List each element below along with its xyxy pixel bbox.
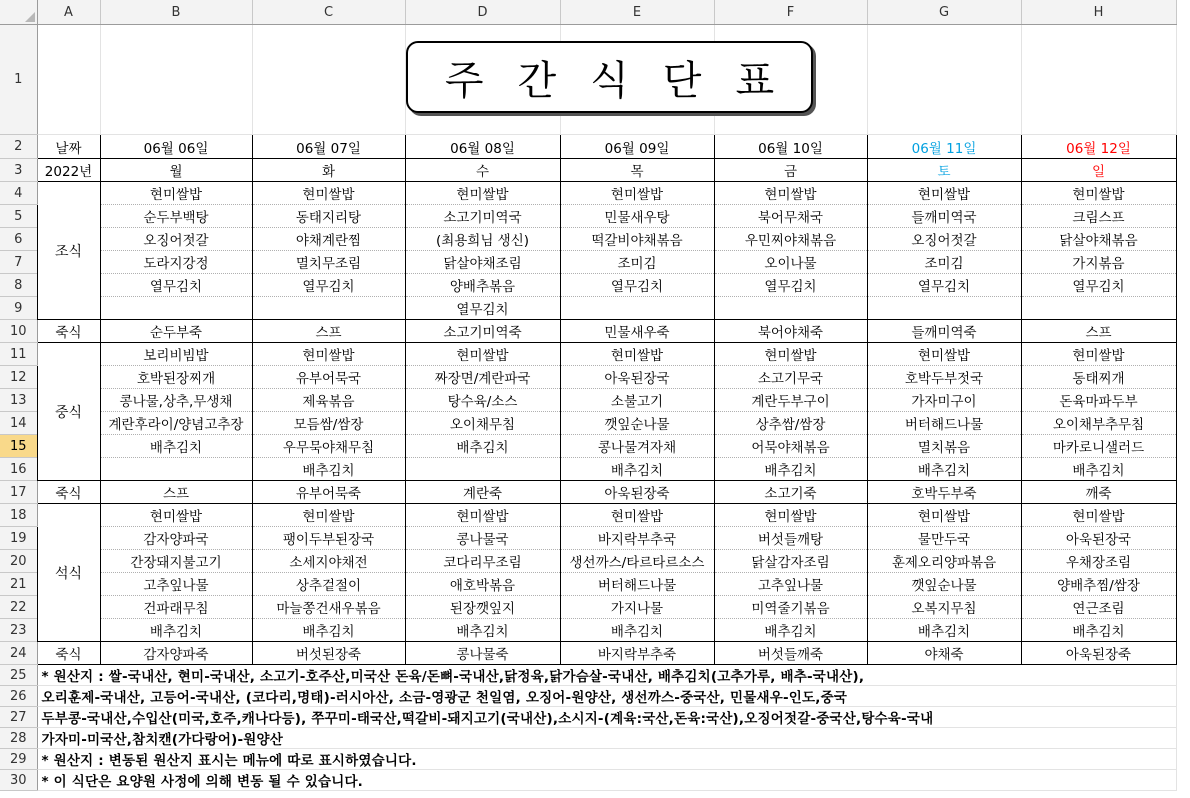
meal-label-porridge[interactable]: 죽식 xyxy=(37,642,100,665)
menu-item[interactable]: 조미김 xyxy=(867,251,1021,274)
row-header-17[interactable]: 17 xyxy=(0,481,37,504)
menu-item[interactable]: 계란두부구이 xyxy=(714,389,867,412)
date-cell[interactable]: 06월 09일 xyxy=(560,135,714,159)
menu-item[interactable]: 현미쌀밥 xyxy=(1021,504,1176,527)
sheet-row xyxy=(0,366,1176,389)
menu-item[interactable]: 닭살야채조림 xyxy=(405,251,560,274)
date-cell[interactable]: 06월 12일 xyxy=(1021,135,1176,159)
menu-item[interactable]: 스프 xyxy=(100,481,252,504)
sheet-row xyxy=(0,182,1176,205)
day-cell[interactable]: 목 xyxy=(560,159,714,182)
menu-item[interactable]: 바지락부추죽 xyxy=(560,642,714,665)
menu-item[interactable]: 배추김치 xyxy=(867,458,1021,481)
row-header-10[interactable]: 10 xyxy=(0,320,37,343)
note-line[interactable]: 두부콩-국내산,수입산(미국,호주,캐나다등), 쭈꾸미-태국산,떡갈비-돼지고기(국내산),소시지-(계육:국산,돈육:국산),오징어젓갈-중국산,탕수육-국내 xyxy=(37,707,1176,728)
row-header-1[interactable]: 1 xyxy=(0,25,37,135)
menu-item[interactable]: 고추잎나물 xyxy=(100,573,252,596)
menu-item[interactable]: 조미김 xyxy=(560,251,714,274)
menu-item[interactable]: 현미쌀밥 xyxy=(405,182,560,205)
menu-item[interactable]: 생선까스/타르타르소스 xyxy=(560,550,714,573)
menu-item[interactable]: 민물새우죽 xyxy=(560,320,714,343)
row-header-2[interactable]: 2 xyxy=(0,135,37,159)
sheet-row xyxy=(0,665,1176,686)
cell[interactable] xyxy=(37,25,100,135)
meal-label-breakfast[interactable]: 조식 xyxy=(37,182,100,320)
menu-item[interactable]: 스프 xyxy=(252,320,405,343)
date-label[interactable]: 날짜 xyxy=(37,135,100,159)
title-box xyxy=(406,41,813,113)
menu-item[interactable]: 오이채무침 xyxy=(405,412,560,435)
menu-item[interactable]: 닭살야채볶음 xyxy=(1021,228,1176,251)
sheet-row xyxy=(0,619,1176,642)
menu-item[interactable]: 계란죽 xyxy=(405,481,560,504)
menu-item[interactable]: 버섯된장죽 xyxy=(252,642,405,665)
menu-item[interactable]: 열무김치 xyxy=(100,274,252,297)
menu-item[interactable]: 현미쌀밥 xyxy=(1021,343,1176,366)
row-header-11[interactable]: 11 xyxy=(0,343,37,366)
sheet-row xyxy=(0,228,1176,251)
menu-item[interactable]: 배추김치 xyxy=(1021,619,1176,642)
menu-item[interactable]: 동태찌개 xyxy=(1021,366,1176,389)
menu-item[interactable]: 탕수육/소스 xyxy=(405,389,560,412)
menu-item[interactable]: 들깨미역국 xyxy=(867,205,1021,228)
column-header-B[interactable]: B xyxy=(100,0,252,25)
date-cell[interactable]: 06월 11일 xyxy=(867,135,1021,159)
menu-item[interactable]: 현미쌀밥 xyxy=(405,504,560,527)
row-header-7[interactable]: 7 xyxy=(0,251,37,274)
menu-item[interactable]: 소고기무국 xyxy=(714,366,867,389)
menu-item[interactable]: 버섯들깨죽 xyxy=(714,642,867,665)
menu-item[interactable]: 바지락부추국 xyxy=(560,527,714,550)
row-header-26[interactable]: 26 xyxy=(0,686,37,707)
menu-item[interactable]: 현미쌀밥 xyxy=(560,504,714,527)
select-all-corner[interactable] xyxy=(0,0,37,25)
meal-label-porridge[interactable]: 죽식 xyxy=(37,320,100,343)
row-header-24[interactable]: 24 xyxy=(0,642,37,665)
menu-item[interactable]: 아욱된장죽 xyxy=(1021,642,1176,665)
cell[interactable] xyxy=(867,25,1021,135)
sheet-row xyxy=(0,504,1176,527)
menu-item[interactable]: 오복지무침 xyxy=(867,596,1021,619)
row-header-6[interactable]: 6 xyxy=(0,228,37,251)
sheet-row xyxy=(0,458,1176,481)
row-header-28[interactable]: 28 xyxy=(0,728,37,749)
sheet-row xyxy=(0,251,1176,274)
row-header-9[interactable]: 9 xyxy=(0,297,37,320)
menu-item[interactable]: 코다리무조림 xyxy=(405,550,560,573)
menu-item[interactable]: 가지나물 xyxy=(560,596,714,619)
menu-item[interactable]: 오이나물 xyxy=(714,251,867,274)
row-header-8[interactable]: 8 xyxy=(0,274,37,297)
menu-item[interactable]: 애호박볶음 xyxy=(405,573,560,596)
sheet-row xyxy=(0,159,1176,182)
menu-item[interactable]: 오징어젓갈 xyxy=(100,228,252,251)
menu-item[interactable]: 배추김치 xyxy=(714,458,867,481)
menu-item[interactable]: 북어야채죽 xyxy=(714,320,867,343)
menu-item[interactable]: 상추겉절이 xyxy=(252,573,405,596)
sheet-row xyxy=(0,297,1176,320)
menu-item[interactable]: 현미쌀밥 xyxy=(100,182,252,205)
menu-item[interactable]: 유부어묵죽 xyxy=(252,481,405,504)
menu-item[interactable]: 현미쌀밥 xyxy=(252,504,405,527)
meal-label-lunch[interactable]: 중식 xyxy=(37,343,100,481)
menu-item[interactable]: 배추김치 xyxy=(252,458,405,481)
menu-item[interactable] xyxy=(405,458,560,481)
sheet-row xyxy=(0,550,1176,573)
menu-item[interactable]: 버섯들깨탕 xyxy=(714,527,867,550)
menu-item[interactable]: 순두부죽 xyxy=(100,320,252,343)
sheet-row xyxy=(0,343,1176,366)
menu-item[interactable]: 우채장조림 xyxy=(1021,550,1176,573)
day-cell[interactable]: 일 xyxy=(1021,159,1176,182)
menu-item[interactable]: 가지볶음 xyxy=(1021,251,1176,274)
menu-item[interactable]: 현미쌀밥 xyxy=(867,504,1021,527)
menu-item[interactable]: 제육볶음 xyxy=(252,389,405,412)
row-header-27[interactable]: 27 xyxy=(0,707,37,728)
sheet-row xyxy=(0,686,1176,707)
menu-item[interactable]: 우무묵야채무침 xyxy=(252,435,405,458)
menu-item[interactable]: 도라지강정 xyxy=(100,251,252,274)
menu-item[interactable]: 열무김치 xyxy=(867,274,1021,297)
meal-label-porridge[interactable]: 죽식 xyxy=(37,481,100,504)
menu-item[interactable]: 건파래무침 xyxy=(100,596,252,619)
row-header-18[interactable]: 18 xyxy=(0,504,37,527)
menu-item[interactable]: 현미쌀밥 xyxy=(252,182,405,205)
row-header-20[interactable]: 20 xyxy=(0,550,37,573)
menu-item[interactable]: 물만두국 xyxy=(867,527,1021,550)
menu-item[interactable] xyxy=(252,297,405,320)
menu-item[interactable] xyxy=(560,297,714,320)
menu-item[interactable]: 오이채부추무침 xyxy=(1021,412,1176,435)
menu-item[interactable]: 소고기죽 xyxy=(714,481,867,504)
menu-item[interactable]: 배추김치 xyxy=(714,619,867,642)
menu-item[interactable]: 호박된장찌개 xyxy=(100,366,252,389)
day-cell[interactable]: 월 xyxy=(100,159,252,182)
menu-item[interactable]: 배추김치 xyxy=(560,619,714,642)
sheet-row xyxy=(0,205,1176,228)
menu-item[interactable]: 현미쌀밥 xyxy=(867,343,1021,366)
row-header-30[interactable]: 30 xyxy=(0,770,37,791)
column-header-D[interactable]: D xyxy=(405,0,560,25)
menu-item[interactable]: 현미쌀밥 xyxy=(714,182,867,205)
menu-item[interactable]: 현미쌀밥 xyxy=(560,343,714,366)
day-cell[interactable]: 토 xyxy=(867,159,1021,182)
menu-item[interactable]: 민물새우탕 xyxy=(560,205,714,228)
row-header-21[interactable]: 21 xyxy=(0,573,37,596)
menu-item[interactable]: 현미쌀밥 xyxy=(405,343,560,366)
menu-item[interactable]: 동태지리탕 xyxy=(252,205,405,228)
menu-item[interactable]: 양배추찜/쌈장 xyxy=(1021,573,1176,596)
column-header-H[interactable]: H xyxy=(1021,0,1176,25)
menu-item[interactable]: 멸치무조림 xyxy=(252,251,405,274)
menu-item[interactable]: 아욱된장국 xyxy=(1021,527,1176,550)
menu-item[interactable]: 감자양파국 xyxy=(100,527,252,550)
menu-item[interactable]: 들깨미역죽 xyxy=(867,320,1021,343)
menu-item[interactable]: 팽이두부된장국 xyxy=(252,527,405,550)
row-header-14[interactable]: 14 xyxy=(0,412,37,435)
menu-item[interactable]: 순두부백탕 xyxy=(100,205,252,228)
menu-item[interactable]: 야채죽 xyxy=(867,642,1021,665)
menu-item[interactable]: 계란후라이/양념고추장 xyxy=(100,412,252,435)
menu-item[interactable]: 현미쌀밥 xyxy=(560,182,714,205)
menu-item[interactable]: 열무김치 xyxy=(714,274,867,297)
menu-item[interactable]: 배추김치 xyxy=(560,458,714,481)
note-line[interactable]: * 이 식단은 요양원 사정에 의해 변동 될 수 있습니다. xyxy=(37,770,1176,791)
menu-item[interactable]: 현미쌀밥 xyxy=(100,504,252,527)
row-header-3[interactable]: 3 xyxy=(0,159,37,182)
column-header-A[interactable]: A xyxy=(37,0,100,25)
menu-item[interactable]: 우민찌야채볶음 xyxy=(714,228,867,251)
menu-item[interactable]: 유부어묵국 xyxy=(252,366,405,389)
menu-item[interactable]: 배추김치 xyxy=(405,619,560,642)
cell[interactable] xyxy=(252,25,405,135)
row-header-12[interactable]: 12 xyxy=(0,366,37,389)
menu-item[interactable]: 콩나물겨자채 xyxy=(560,435,714,458)
day-cell[interactable]: 수 xyxy=(405,159,560,182)
menu-item[interactable]: 배추김치 xyxy=(100,435,252,458)
menu-item[interactable]: 배추김치 xyxy=(405,435,560,458)
menu-item[interactable]: 야채계란찜 xyxy=(252,228,405,251)
column-header-F[interactable]: F xyxy=(714,0,867,25)
row-header-13[interactable]: 13 xyxy=(0,389,37,412)
date-cell[interactable]: 06월 08일 xyxy=(405,135,560,159)
menu-item[interactable]: 상추쌈/쌈장 xyxy=(714,412,867,435)
menu-item[interactable]: 오징어젓갈 xyxy=(867,228,1021,251)
menu-item[interactable]: 현미쌀밥 xyxy=(714,504,867,527)
menu-item[interactable]: 소세지야채전 xyxy=(252,550,405,573)
sheet-row xyxy=(0,389,1176,412)
menu-item[interactable]: 아욱된장국 xyxy=(560,366,714,389)
menu-item[interactable]: 고추잎나물 xyxy=(714,573,867,596)
note-line[interactable]: 가자미-미국산,참치캔(가다랑어)-원양산 xyxy=(37,728,1176,749)
row-header-16[interactable]: 16 xyxy=(0,458,37,481)
menu-item[interactable] xyxy=(714,297,867,320)
sheet-row xyxy=(0,135,1176,159)
row-header-22[interactable]: 22 xyxy=(0,596,37,619)
menu-item[interactable]: 열무김치 xyxy=(252,274,405,297)
menu-item[interactable]: 배추김치 xyxy=(1021,458,1176,481)
column-header-C[interactable]: C xyxy=(252,0,405,25)
date-cell[interactable]: 06월 06일 xyxy=(100,135,252,159)
menu-item[interactable]: 돈육마파두부 xyxy=(1021,389,1176,412)
sheet-row xyxy=(0,749,1176,770)
page-title: 주간식단표 xyxy=(444,57,809,104)
menu-item[interactable]: 버터해드나물 xyxy=(560,573,714,596)
menu-item[interactable]: 멸치볶음 xyxy=(867,435,1021,458)
cell[interactable] xyxy=(1021,25,1176,135)
menu-item[interactable] xyxy=(100,458,252,481)
sheet-row xyxy=(0,573,1176,596)
menu-item[interactable]: 버터해드나물 xyxy=(867,412,1021,435)
menu-item[interactable] xyxy=(100,297,252,320)
row-header-4[interactable]: 4 xyxy=(0,182,37,205)
meal-label-dinner[interactable]: 석식 xyxy=(37,504,100,642)
menu-item[interactable]: 미역줄기볶음 xyxy=(714,596,867,619)
row-header-5[interactable]: 5 xyxy=(0,205,37,228)
menu-item[interactable]: 마늘쫑건새우볶음 xyxy=(252,596,405,619)
day-cell[interactable]: 화 xyxy=(252,159,405,182)
day-cell[interactable]: 금 xyxy=(714,159,867,182)
menu-item[interactable]: 깨죽 xyxy=(1021,481,1176,504)
menu-item[interactable]: 호박두부죽 xyxy=(867,481,1021,504)
year-label[interactable]: 2022년 xyxy=(37,159,100,182)
sheet-row xyxy=(0,707,1176,728)
menu-item[interactable]: 콩나물국 xyxy=(405,527,560,550)
menu-item[interactable]: 양배추볶음 xyxy=(405,274,560,297)
sheet-row xyxy=(0,412,1176,435)
menu-item[interactable]: 소불고기 xyxy=(560,389,714,412)
menu-item[interactable]: 훈제오리양파볶음 xyxy=(867,550,1021,573)
date-cell[interactable]: 06월 07일 xyxy=(252,135,405,159)
row-header-19[interactable]: 19 xyxy=(0,527,37,550)
menu-item[interactable]: 깻잎순나물 xyxy=(867,573,1021,596)
menu-item[interactable]: 연근조림 xyxy=(1021,596,1176,619)
column-header-E[interactable]: E xyxy=(560,0,714,25)
menu-item[interactable]: 콩나물죽 xyxy=(405,642,560,665)
menu-item[interactable]: (최용희님 생신) xyxy=(405,228,560,251)
menu-item[interactable]: 열무김치 xyxy=(560,274,714,297)
sheet-row xyxy=(0,481,1176,504)
note-line[interactable]: 오리훈제-국내산, 고등어-국내산, (코다리,명태)-러시아산, 소금-영광군 천일염, 오징어-원양산, 생선까스-중국산, 민물새우-인도,중국 xyxy=(37,686,1176,707)
sheet-row xyxy=(0,435,1176,458)
menu-item[interactable]: 된장깻잎지 xyxy=(405,596,560,619)
menu-item[interactable]: 깻잎순나물 xyxy=(560,412,714,435)
sheet-row xyxy=(0,770,1176,791)
menu-item[interactable]: 떡갈비야채볶음 xyxy=(560,228,714,251)
menu-item[interactable]: 배추김치 xyxy=(867,619,1021,642)
menu-item[interactable]: 간장돼지불고기 xyxy=(100,550,252,573)
menu-item[interactable]: 짜장면/계란파국 xyxy=(405,366,560,389)
menu-item[interactable] xyxy=(867,297,1021,320)
menu-item[interactable]: 크림스프 xyxy=(1021,205,1176,228)
row-header-15[interactable]: 15 xyxy=(0,435,37,458)
menu-item[interactable]: 어묵야채볶음 xyxy=(714,435,867,458)
menu-item[interactable]: 보리비빔밥 xyxy=(100,343,252,366)
note-line[interactable]: * 원산지 : 변동된 원산지 표시는 메뉴에 따로 표시하였습니다. xyxy=(37,749,1176,770)
sheet-row xyxy=(0,596,1176,619)
cell[interactable] xyxy=(100,25,252,135)
menu-item[interactable]: 북어무채국 xyxy=(714,205,867,228)
menu-item[interactable]: 감자양파죽 xyxy=(100,642,252,665)
sheet-row xyxy=(0,320,1176,343)
menu-item[interactable]: 현미쌀밥 xyxy=(714,343,867,366)
menu-item[interactable]: 현미쌀밥 xyxy=(1021,182,1176,205)
menu-item[interactable]: 콩나물,상추,무생채 xyxy=(100,389,252,412)
menu-item[interactable]: 아욱된장죽 xyxy=(560,481,714,504)
sheet-row xyxy=(0,642,1176,665)
menu-item[interactable]: 소고기미역국 xyxy=(405,205,560,228)
sheet-row xyxy=(0,728,1176,749)
menu-item[interactable]: 모듬쌈/쌈장 xyxy=(252,412,405,435)
menu-item[interactable]: 호박두부젓국 xyxy=(867,366,1021,389)
menu-item[interactable]: 배추김치 xyxy=(100,619,252,642)
row-header-23[interactable]: 23 xyxy=(0,619,37,642)
menu-item[interactable]: 마카로니샐러드 xyxy=(1021,435,1176,458)
sheet-row xyxy=(0,274,1176,297)
menu-item[interactable] xyxy=(1021,297,1176,320)
row-header-25[interactable]: 25 xyxy=(0,665,37,686)
menu-item[interactable]: 가자미구이 xyxy=(867,389,1021,412)
menu-item[interactable]: 소고기미역죽 xyxy=(405,320,560,343)
menu-item[interactable]: 닭살감자조림 xyxy=(714,550,867,573)
menu-item[interactable]: 배추김치 xyxy=(252,619,405,642)
note-line[interactable]: * 원산지 : 쌀-국내산, 현미-국내산, 소고기-호주산,미국산 돈육/돈뼈-국내산,닭정육,닭가슴살-국내산, 배추김치(고추가루, 배추-국내산), xyxy=(37,665,1176,686)
menu-item[interactable]: 열무김치 xyxy=(1021,274,1176,297)
row-header-29[interactable]: 29 xyxy=(0,749,37,770)
menu-item[interactable]: 스프 xyxy=(1021,320,1176,343)
column-header-G[interactable]: G xyxy=(867,0,1021,25)
sheet-row xyxy=(0,527,1176,550)
menu-item[interactable]: 열무김치 xyxy=(405,297,560,320)
date-cell[interactable]: 06월 10일 xyxy=(714,135,867,159)
menu-item[interactable]: 현미쌀밥 xyxy=(252,343,405,366)
menu-item[interactable]: 현미쌀밥 xyxy=(867,182,1021,205)
